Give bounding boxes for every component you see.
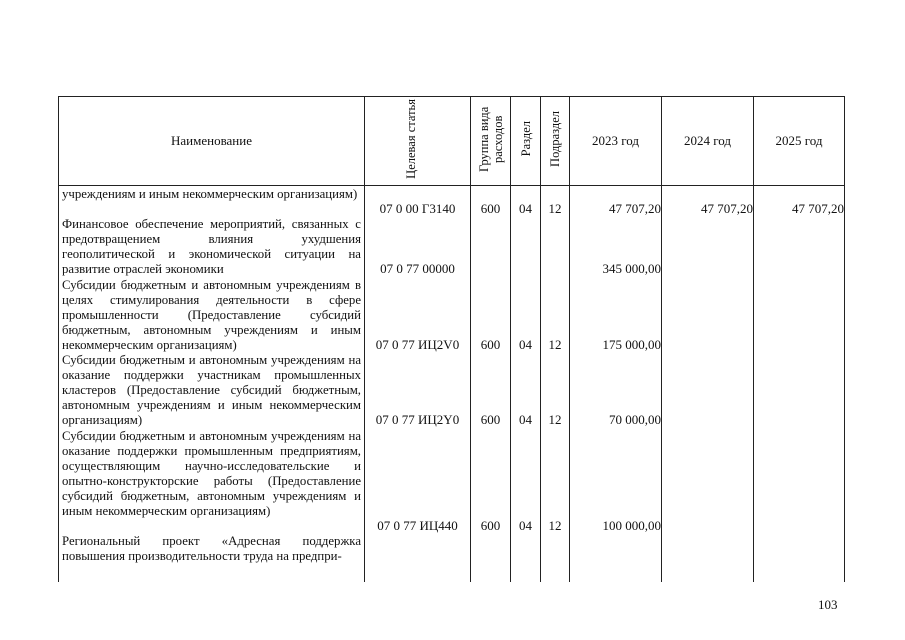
record-name: Финансовое обеспечение мероприятий, связанных с предотвращением влияния ухудшения геополитической и экономической ситуации на развитие отраслей экономики [62, 217, 361, 277]
record-section: 04 [519, 336, 532, 352]
header-2025: 2025 год [754, 97, 845, 186]
y2024-column [662, 186, 754, 583]
record-group [471, 261, 510, 276]
y2023-column [570, 186, 662, 583]
record-y2023: 345 000,00 [602, 261, 661, 277]
record-subsection [541, 261, 569, 276]
page-number: 103 [818, 597, 838, 612]
record-y2025: 47 707,20 [792, 201, 844, 217]
record-y2023: 47 707,20 [609, 201, 661, 217]
record-name: учреждениям и иным некоммерческим организациям) [62, 187, 358, 201]
record-subsection: 12 [548, 518, 562, 534]
record-target [365, 548, 470, 563]
record-group: 600 [480, 412, 501, 428]
record-y2025 [754, 261, 844, 276]
record-section: 04 [519, 412, 532, 428]
record-target: 07 0 77 ИЦ2V0 [375, 336, 460, 352]
record-section: 04 [519, 518, 532, 534]
record-group: 600 [480, 336, 501, 352]
record-y2025 [754, 412, 844, 427]
header-2024: 2024 год [662, 97, 754, 186]
section-column [511, 186, 541, 583]
header-subsection: Подраздел [541, 97, 570, 186]
record-y2023: 100 000,00 [602, 518, 661, 534]
record-target: 07 0 77 00000 [380, 261, 455, 277]
subsection-column [541, 186, 570, 583]
record-group: 600 [480, 518, 501, 534]
header-group: Группа вида расходов [471, 97, 511, 186]
record-target: 07 0 00 Г3140 [379, 201, 456, 217]
header-target: Целевая статья [365, 97, 471, 186]
record-y2023 [570, 548, 661, 563]
header-2023: 2023 год [570, 97, 662, 186]
record-y2024 [662, 337, 753, 352]
header-name: Наименование [59, 97, 365, 186]
budget-table [58, 96, 845, 582]
record-y2023: 70 000,00 [609, 412, 661, 428]
table-body-row [59, 186, 845, 583]
record-name: Субсидии бюджетным и автономным учреждениям в целях стимулирования деятельности в сфере промышленности (Предоставление субсидий бюджетным, автономным учреждениям и иным некоммерческим организациям) [62, 277, 361, 352]
y2025-column [754, 186, 845, 583]
record-y2024: 47 707,20 [701, 201, 753, 217]
record-name: Региональный проект «Адресная поддержка повышения производительности труда на предпри- [62, 534, 361, 564]
record-y2024 [662, 261, 753, 276]
record-name: Субсидии бюджетным и автономным учреждениям на оказание поддержки участникам промышленных кластеров (Предоставление субсидий бюджетным, автономным учреждениям и иным некоммерческим организациям) [62, 353, 361, 428]
group-column [471, 186, 511, 583]
record-y2023: 175 000,00 [602, 336, 661, 352]
record-y2024 [662, 548, 753, 563]
record-target: 07 0 77 ИЦ2Y0 [375, 412, 460, 428]
record-y2025 [754, 337, 844, 352]
record-name: Субсидии бюджетным и автономным учреждениям на оказание поддержки промышленным предприятиям, осуществляющим научно-исследовательские и опытно-конструкторские работы (Предоставление субсидий бюджетным, автономным учреждениям и иным некоммерческим организациям) [62, 428, 361, 519]
record-y2025 [754, 548, 844, 563]
record-subsection [541, 548, 569, 563]
record-y2024 [662, 518, 753, 533]
table-header-row [59, 97, 845, 186]
name-column [59, 186, 365, 583]
record-subsection: 12 [548, 201, 562, 217]
record-subsection: 12 [548, 336, 562, 352]
header-section: Раздел [511, 97, 541, 186]
record-y2024 [662, 412, 753, 427]
record-group: 600 [480, 201, 501, 217]
record-target: 07 0 77 ИЦ440 [377, 518, 458, 534]
target-column [365, 186, 471, 583]
record-section [511, 261, 540, 276]
record-group [471, 548, 510, 563]
record-subsection: 12 [548, 412, 562, 428]
record-section: 04 [519, 201, 532, 217]
record-y2025 [754, 518, 844, 533]
record-section [511, 548, 540, 563]
